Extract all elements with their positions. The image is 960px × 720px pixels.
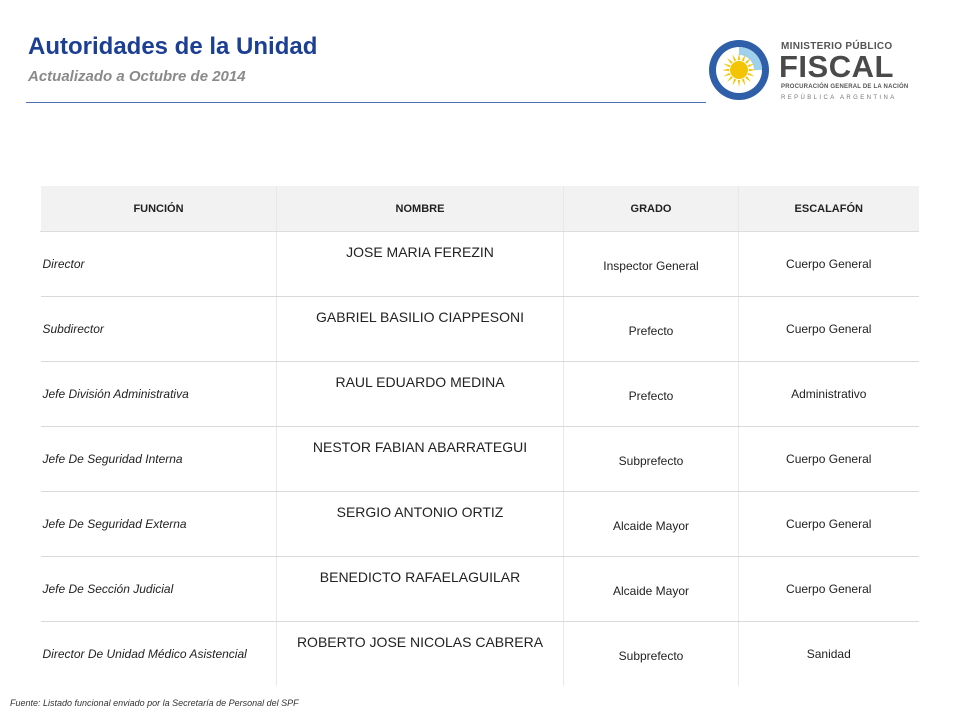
table-row bbox=[41, 492, 919, 557]
cell-grado: Subprefecto bbox=[564, 622, 739, 687]
header-divider bbox=[26, 102, 706, 103]
header-nombre: NOMBRE bbox=[277, 186, 564, 232]
cell-escalafon: Cuerpo General bbox=[739, 557, 919, 622]
logo-line-4: REPÚBLICA ARGENTINA bbox=[781, 95, 897, 101]
header-funcion: FUNCIÓN bbox=[41, 186, 277, 232]
table-row bbox=[41, 427, 919, 492]
table-row bbox=[41, 297, 919, 362]
cell-funcion: Director bbox=[41, 232, 277, 297]
cell-grado: Alcaide Mayor bbox=[564, 492, 739, 557]
sun-emblem-icon bbox=[707, 38, 771, 102]
logo-line-3: PROCURACIÓN GENERAL DE LA NACIÓN bbox=[781, 84, 909, 90]
table-row bbox=[41, 362, 919, 427]
cell-nombre: NESTOR FABIAN ABARRATEGUI bbox=[277, 427, 564, 492]
page-title: Autoridades de la Unidad bbox=[28, 33, 318, 60]
table-row bbox=[41, 557, 919, 622]
cell-nombre: JOSE MARIA FEREZIN bbox=[277, 232, 564, 297]
ministerio-logo bbox=[705, 36, 935, 106]
cell-funcion: Director De Unidad Médico Asistencial bbox=[42, 647, 247, 661]
cell-grado: Prefecto bbox=[564, 297, 739, 362]
header-escalafon: ESCALAFÓN bbox=[739, 186, 919, 232]
header-grado: GRADO bbox=[564, 186, 739, 232]
cell-grado: Prefecto bbox=[564, 362, 739, 427]
cell-funcion: Jefe División Administrativa bbox=[41, 362, 277, 427]
table-row bbox=[41, 232, 919, 297]
table-header-row bbox=[41, 186, 919, 232]
authorities-table bbox=[40, 186, 919, 686]
cell-nombre: BENEDICTO RAFAELAGUILAR bbox=[277, 557, 564, 622]
page-subtitle: Actualizado a Octubre de 2014 bbox=[28, 68, 246, 85]
cell-funcion: Jefe De Sección Judicial bbox=[41, 557, 277, 622]
logo-line-1: MINISTERIO PÚBLICO bbox=[781, 41, 893, 52]
cell-grado: Subprefecto bbox=[564, 427, 739, 492]
table-row bbox=[41, 622, 919, 687]
cell-escalafon: Administrativo bbox=[739, 362, 919, 427]
cell-nombre: RAUL EDUARDO MEDINA bbox=[277, 362, 564, 427]
cell-escalafon: Cuerpo General bbox=[739, 232, 919, 297]
cell-grado: Inspector General bbox=[564, 232, 739, 297]
cell-escalafon: Sanidad bbox=[739, 622, 919, 687]
logo-line-2: FISCAL bbox=[779, 49, 894, 84]
cell-funcion: Subdirector bbox=[41, 297, 277, 362]
cell-nombre: GABRIEL BASILIO CIAPPESONI bbox=[277, 297, 564, 362]
cell-nombre: ROBERTO JOSE NICOLAS CABRERA bbox=[277, 622, 564, 687]
cell-funcion: Jefe De Seguridad Interna bbox=[41, 427, 277, 492]
cell-escalafon: Cuerpo General bbox=[739, 492, 919, 557]
cell-grado: Alcaide Mayor bbox=[564, 557, 739, 622]
cell-escalafon: Cuerpo General bbox=[739, 427, 919, 492]
cell-nombre: SERGIO ANTONIO ORTIZ bbox=[277, 492, 564, 557]
source-footnote: Fuente: Listado funcional enviado por la Secretaría de Personal del SPF bbox=[10, 698, 299, 708]
cell-funcion: Jefe De Seguridad Externa bbox=[41, 492, 277, 557]
cell-escalafon: Cuerpo General bbox=[739, 297, 919, 362]
